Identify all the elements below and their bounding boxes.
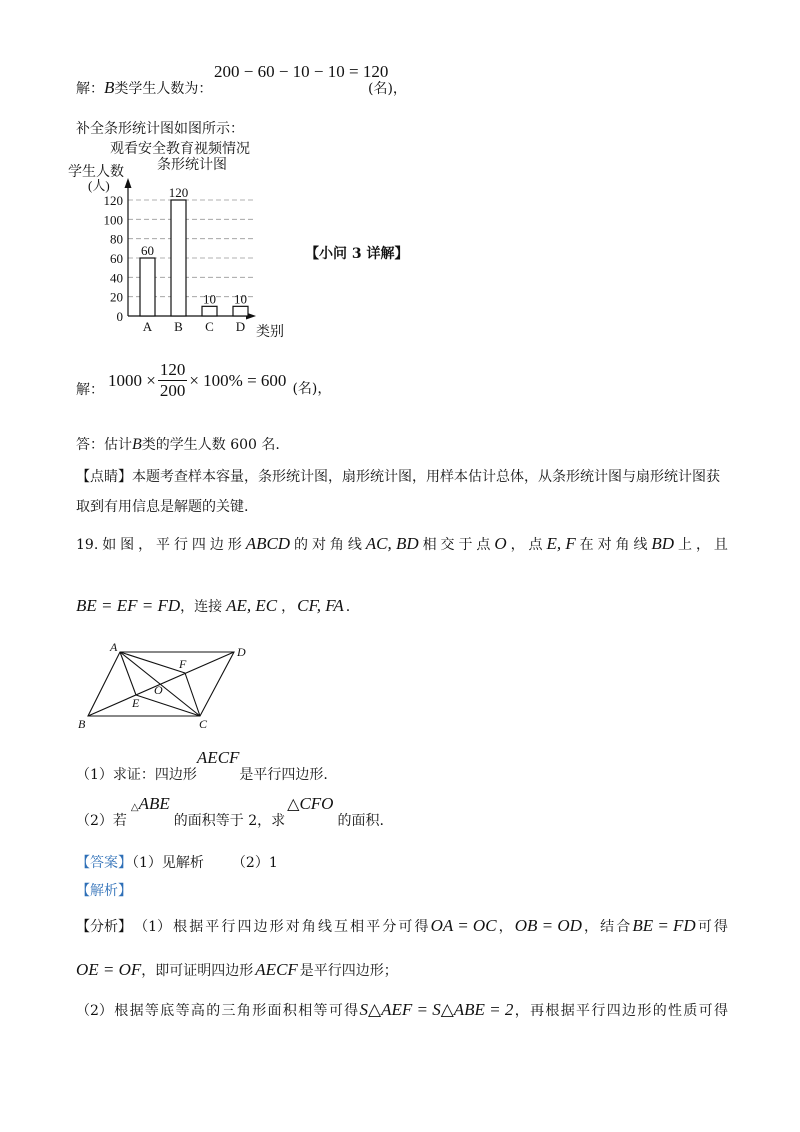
fenxi-line1 bbox=[76, 916, 728, 936]
bar-a bbox=[140, 258, 155, 316]
q19-line1-token: ， bbox=[695, 537, 710, 553]
y-axis-arrow bbox=[125, 178, 132, 188]
q19-end: . bbox=[345, 599, 351, 615]
fenxi-line1-token: 可 bbox=[697, 919, 712, 935]
y-tick-label: 60 bbox=[110, 251, 123, 266]
data-label-c: 10 bbox=[203, 291, 216, 307]
calc-unit: (名)， bbox=[292, 380, 332, 397]
bar-c bbox=[202, 306, 217, 316]
fenxi-line2-mid: ，即可证明四边形 bbox=[141, 963, 254, 979]
answer-line bbox=[76, 852, 278, 872]
fenxi-line2 bbox=[76, 960, 398, 980]
fenxi-line3-token: 得 bbox=[714, 1003, 728, 1019]
fenxi-line1-token: 边 bbox=[253, 919, 268, 935]
q19-line1-token: 交 bbox=[440, 537, 455, 553]
q19-line1-token: ， bbox=[510, 537, 525, 553]
part1-var: AECF bbox=[196, 748, 240, 767]
q19-line1-token: 角 bbox=[615, 537, 630, 553]
segment-fa bbox=[120, 652, 185, 673]
fenxi-line1-token: 相 bbox=[350, 919, 365, 935]
solution-line-b-count: 解：B类学生人数为： bbox=[76, 78, 213, 97]
q3-detail-label: 【小问 3 详解】 bbox=[305, 246, 409, 262]
fenxi-line3-token: 相 bbox=[298, 1003, 313, 1019]
fenxi-line3-token: 等 bbox=[175, 1003, 190, 1019]
part2-suffix: 的面积. bbox=[337, 813, 384, 829]
q19-line1-token: 图 bbox=[120, 537, 135, 553]
complete-chart-text: 补全条形统计图如图所示： bbox=[76, 121, 244, 137]
q19-line1-token: 相 bbox=[422, 537, 437, 553]
fenxi-line3-token: 边 bbox=[622, 1003, 637, 1019]
b-count-unit: (名)， bbox=[368, 81, 407, 97]
q19-line1-token: ABCD bbox=[245, 534, 291, 553]
q19-line1-token: 边 bbox=[209, 537, 224, 553]
q19-line1-token: 如 bbox=[102, 537, 117, 553]
fenxi-line1-token: 对 bbox=[285, 919, 300, 935]
fenxi-line1-token: BE = FD bbox=[632, 916, 696, 935]
q19-line1-token: O bbox=[494, 534, 507, 553]
part2-triangle2: △ bbox=[287, 794, 300, 813]
part1-question bbox=[76, 748, 328, 784]
fenxi-line3-token: S△AEF = S△ABE = 2 bbox=[359, 1000, 514, 1019]
fenxi-line3-token: 等 bbox=[313, 1003, 328, 1019]
fenxi-line1-token: 合 bbox=[616, 919, 631, 935]
chart-title-line1: 观看安全教育视频情况 bbox=[110, 142, 250, 157]
fenxi-line3-token: 质 bbox=[683, 1003, 698, 1019]
q19-line1 bbox=[76, 534, 728, 554]
q19-segments-a: AE, EC bbox=[226, 596, 278, 615]
q19-sep: ， bbox=[281, 599, 296, 615]
fenxi-line1-token: 得 bbox=[713, 919, 728, 935]
data-label-a: 60 bbox=[141, 243, 154, 258]
part2-mid: 的面积等于 2，求 bbox=[173, 813, 286, 829]
dianjing-line1: 【点睛】本题考查样本容量，条形统计图，扇形统计图，用样本估计总体，从条形统计图与扇形统计图获 bbox=[76, 469, 720, 485]
fenxi-line3-token: 底 bbox=[160, 1003, 175, 1019]
q19-connect-text: ，连接 bbox=[180, 599, 223, 615]
estimate-answer: 答：估计B类的学生人数 600 名. bbox=[76, 436, 280, 453]
fenxi-line1-token: ， bbox=[498, 919, 513, 935]
fenxi-line3-token: 可 bbox=[328, 1003, 343, 1019]
dianjing-line2: 取到有用信息是解题的关键. bbox=[76, 499, 249, 515]
q19-line1-token: 四 bbox=[191, 537, 206, 553]
fenxi-line2-end: 是平行四边形； bbox=[299, 963, 398, 979]
fenxi-line3-token: 等 bbox=[144, 1003, 159, 1019]
q19-line1-token: 且 bbox=[713, 537, 728, 553]
fenxi-line1-token: OB = OD bbox=[514, 916, 582, 935]
y-tick-label: 0 bbox=[116, 309, 123, 324]
part2-prefix: （2）若 bbox=[76, 813, 127, 829]
label-o: O bbox=[154, 683, 163, 697]
label-d: D bbox=[237, 645, 246, 659]
calc-fraction bbox=[158, 360, 188, 401]
q19-segments-b: CF, FA bbox=[297, 596, 344, 615]
label-e: E bbox=[132, 696, 140, 710]
q19-line1-token: 角 bbox=[329, 537, 344, 553]
answer-part2: （2）1 bbox=[231, 855, 278, 871]
label-c: C bbox=[199, 717, 208, 731]
part1-prefix: （1）求证：四边形 bbox=[76, 767, 197, 783]
fenxi-line3-token: 形 bbox=[252, 1003, 267, 1019]
category-label-d: D bbox=[235, 319, 246, 334]
fenxi-line3 bbox=[76, 1000, 728, 1020]
fenxi-line1-token: 据 bbox=[189, 919, 204, 935]
fenxi-line3-token: 三 bbox=[221, 1003, 236, 1019]
fenxi-line1-token: 行 bbox=[221, 919, 236, 935]
chart-ylabel-line1: 学生人数 bbox=[68, 165, 124, 180]
part1-suffix: 是平行四边形. bbox=[239, 767, 328, 783]
calc-denominator: 200 bbox=[159, 381, 186, 400]
fenxi-line1-token: 结 bbox=[600, 919, 615, 935]
label-b: B bbox=[78, 717, 86, 731]
calc-b: × 100% = 600 bbox=[189, 370, 287, 390]
fenxi-line1-token: 线 bbox=[317, 919, 332, 935]
q19-line1-token: 行 bbox=[173, 537, 188, 553]
y-tick-label: 80 bbox=[110, 231, 123, 247]
category-label-b: B bbox=[174, 319, 183, 334]
b-count-equation: 200 − 60 − 10 − 10 = 120 bbox=[214, 62, 389, 81]
estimate-calculation bbox=[76, 360, 331, 401]
fenxi-line3-token: ， bbox=[514, 1003, 529, 1019]
chart-title-line2: 条形统计图 bbox=[157, 158, 227, 173]
fenxi-line3-token: 根 bbox=[545, 1003, 560, 1019]
fenxi-line1-token: （1） bbox=[134, 919, 172, 935]
label-f: F bbox=[179, 657, 187, 671]
fenxi-line3-token: 积 bbox=[282, 1003, 297, 1019]
chart-xlabel: 类别 bbox=[256, 325, 284, 340]
y-tick-label: 20 bbox=[110, 289, 123, 305]
fenxi-line1-token: 根 bbox=[173, 919, 188, 935]
bar-b bbox=[171, 200, 186, 316]
q19-line1-token: 线 bbox=[633, 537, 648, 553]
fenxi-line3-token: 面 bbox=[267, 1003, 282, 1019]
q19-line1-token: 对 bbox=[597, 537, 612, 553]
fenxi-aecf: AECF bbox=[255, 960, 298, 979]
q19-line1-token: BD bbox=[651, 534, 675, 553]
fenxi-line3-token: 可 bbox=[698, 1003, 713, 1019]
fenxi-line3-token: 行 bbox=[591, 1003, 606, 1019]
fenxi-line3-token: （2） bbox=[76, 1003, 113, 1019]
calc-numerator: 120 bbox=[159, 360, 186, 379]
q19-line1-token: 平 bbox=[156, 537, 171, 553]
fenxi-line1-token: 平 bbox=[366, 919, 381, 935]
q19-line2 bbox=[76, 596, 350, 616]
bar-chart bbox=[60, 138, 300, 348]
fenxi-line3-token: 角 bbox=[236, 1003, 251, 1019]
fenxi-line1-token: 角 bbox=[301, 919, 316, 935]
q19-equal-segments: BE = EF = FD bbox=[76, 596, 181, 615]
y-tick-label: 100 bbox=[103, 212, 123, 228]
answer-tag: 【答案】 bbox=[76, 855, 132, 871]
fenxi-line1-token: OA = OC bbox=[430, 916, 497, 935]
part2-var: ABE bbox=[138, 794, 170, 813]
y-tick-label: 40 bbox=[110, 270, 123, 286]
part2-question bbox=[76, 794, 384, 830]
data-label-d: 10 bbox=[234, 291, 247, 307]
fenxi-line3-token: 据 bbox=[129, 1003, 144, 1019]
fenxi-line1-token: 四 bbox=[237, 919, 252, 935]
jiexi-tag: 【解析】 bbox=[76, 883, 132, 899]
fenxi-line3-token: 的 bbox=[206, 1003, 221, 1019]
part2-var2: CFO bbox=[299, 794, 334, 813]
category-label-a: A bbox=[142, 319, 153, 334]
parallelogram-figure bbox=[74, 640, 264, 732]
fenxi-line1-token: 【分析】 bbox=[76, 919, 132, 935]
q19-line1-token: ， bbox=[138, 537, 153, 553]
q19-line1-token: 点 bbox=[528, 537, 543, 553]
q19-line1-token: 形 bbox=[227, 537, 242, 553]
fenxi-line3-token: 的 bbox=[652, 1003, 667, 1019]
fenxi-line1-token: 形 bbox=[269, 919, 284, 935]
label-a: A bbox=[110, 640, 118, 654]
fenxi-line3-token: 再 bbox=[530, 1003, 545, 1019]
q19-line1-token: 点 bbox=[476, 537, 491, 553]
segment-ec bbox=[136, 695, 200, 716]
fenxi-line3-token: 据 bbox=[560, 1003, 575, 1019]
fenxi-line3-token: 平 bbox=[576, 1003, 591, 1019]
fenxi-line1-token: ， bbox=[584, 919, 599, 935]
q19-line1-token: E, F bbox=[546, 534, 576, 553]
calc-a: 1000 × bbox=[108, 370, 156, 390]
fenxi-line3-token: 形 bbox=[637, 1003, 652, 1019]
bar-d bbox=[233, 306, 248, 316]
data-label-b: 120 bbox=[168, 185, 189, 200]
calc-prefix: 解： bbox=[76, 381, 104, 398]
y-tick-label: 120 bbox=[103, 193, 123, 208]
fenxi-line1-token: 互 bbox=[334, 919, 349, 935]
fenxi-line1-token: 可 bbox=[398, 919, 413, 935]
fenxi-line1-token: 分 bbox=[382, 919, 397, 935]
q19-line1-token: 于 bbox=[458, 537, 473, 553]
fenxi-line3-token: 根 bbox=[114, 1003, 129, 1019]
fenxi-line3-token: 得 bbox=[344, 1003, 359, 1019]
q19-line1-token: 对 bbox=[311, 537, 326, 553]
q19-line1-token: AC, BD bbox=[365, 534, 419, 553]
q19-line1-token: 在 bbox=[579, 537, 594, 553]
fenxi-line3-token: 四 bbox=[606, 1003, 621, 1019]
answer-part1: （1）见解析 bbox=[132, 855, 204, 871]
chart-ylabel-line2: (人) bbox=[88, 178, 110, 193]
fenxi-line3-token: 高 bbox=[190, 1003, 205, 1019]
q19-line1-token: 线 bbox=[347, 537, 362, 553]
fenxi-line3-token: 性 bbox=[668, 1003, 683, 1019]
part2-triangle: △ bbox=[130, 802, 139, 813]
category-label-c: C bbox=[205, 319, 214, 334]
q19-line1-token: 的 bbox=[294, 537, 309, 553]
q19-line1-token: 19. bbox=[76, 537, 99, 553]
q19-line1-token: 上 bbox=[678, 537, 693, 553]
fenxi-oe-of: OE = OF bbox=[76, 960, 142, 979]
fenxi-line1-token: 平 bbox=[205, 919, 220, 935]
fenxi-line1-token: 得 bbox=[414, 919, 429, 935]
